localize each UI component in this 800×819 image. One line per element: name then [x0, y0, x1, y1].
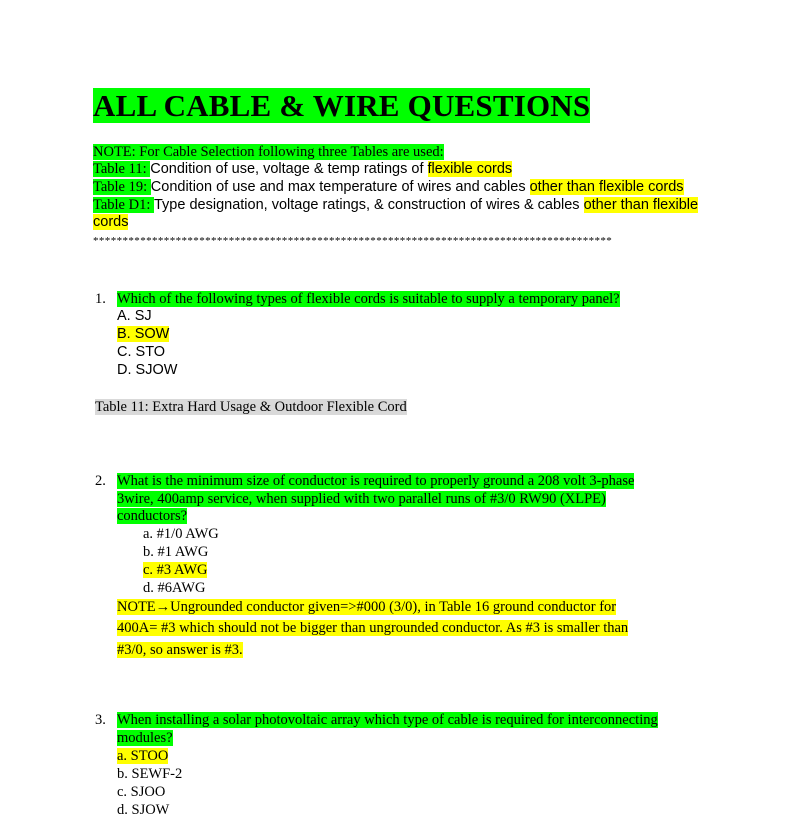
option-a: a. #1/0 AWG: [143, 526, 219, 542]
note-table-11: Table 11: Condition of use, voltage & temp ratings of flexible cords: [93, 161, 513, 177]
option-d: D. SJOW: [117, 362, 178, 378]
question-text-line-2: modules?: [117, 730, 173, 746]
answer-note-line-1: NOTE→Ungrounded conductor given=>#000 (3/0), in Table 16 ground conductor for: [117, 599, 617, 615]
question-text-line-3: conductors?: [117, 508, 188, 524]
page-title: ALL CABLE & WIRE QUESTIONS: [93, 88, 591, 123]
question-number: 2.: [95, 473, 106, 489]
question-text-line-1: What is the minimum size of conductor is required to properly ground a 208 volt 3-phase: [117, 473, 635, 489]
reference-note: Table 11: Extra Hard Usage & Outdoor Flexible Cord: [95, 399, 407, 415]
option-c: C. STO: [117, 344, 166, 360]
note-table-d1: Table D1: Type designation, voltage ratings, & construction of wires & cables other than flexible: [93, 197, 699, 213]
option-d: d. SJOW: [117, 802, 170, 818]
option-a: a. STOO: [117, 748, 169, 764]
separator-stars: ****************************************************************************************: [93, 235, 613, 247]
note-intro: NOTE: For Cable Selection following three Tables are used:: [93, 144, 444, 160]
option-b: b. #1 AWG: [143, 544, 209, 560]
question-number: 1.: [95, 291, 106, 307]
option-b: b. SEWF-2: [117, 766, 183, 782]
question-text-line-2: 3wire, 400amp service, when supplied with two parallel runs of #3/0 RW90 (XLPE): [117, 491, 606, 507]
option-c: c. SJOO: [117, 784, 166, 800]
note-table-d1-cont: cords: [93, 214, 129, 230]
answer-note-line-3: #3/0, so answer is #3.: [117, 642, 243, 658]
option-a: A. SJ: [117, 308, 152, 324]
answer-note-line-2: 400A= #3 which should not be bigger than ungrounded conductor. As #3 is smaller than: [117, 620, 629, 636]
option-b: B. SOW: [117, 326, 170, 342]
question-number: 3.: [95, 712, 106, 728]
question-text: Which of the following types of flexible cords is suitable to supply a temporary panel?: [117, 291, 620, 307]
option-c: c. #3 AWG: [143, 562, 208, 578]
note-table-19: Table 19: Condition of use and max temperature of wires and cables other than flexible cords: [93, 179, 684, 195]
option-d: d. #6AWG: [143, 580, 206, 596]
question-text-line-1: When installing a solar photovoltaic array which type of cable is required for interconnecting: [117, 712, 658, 728]
